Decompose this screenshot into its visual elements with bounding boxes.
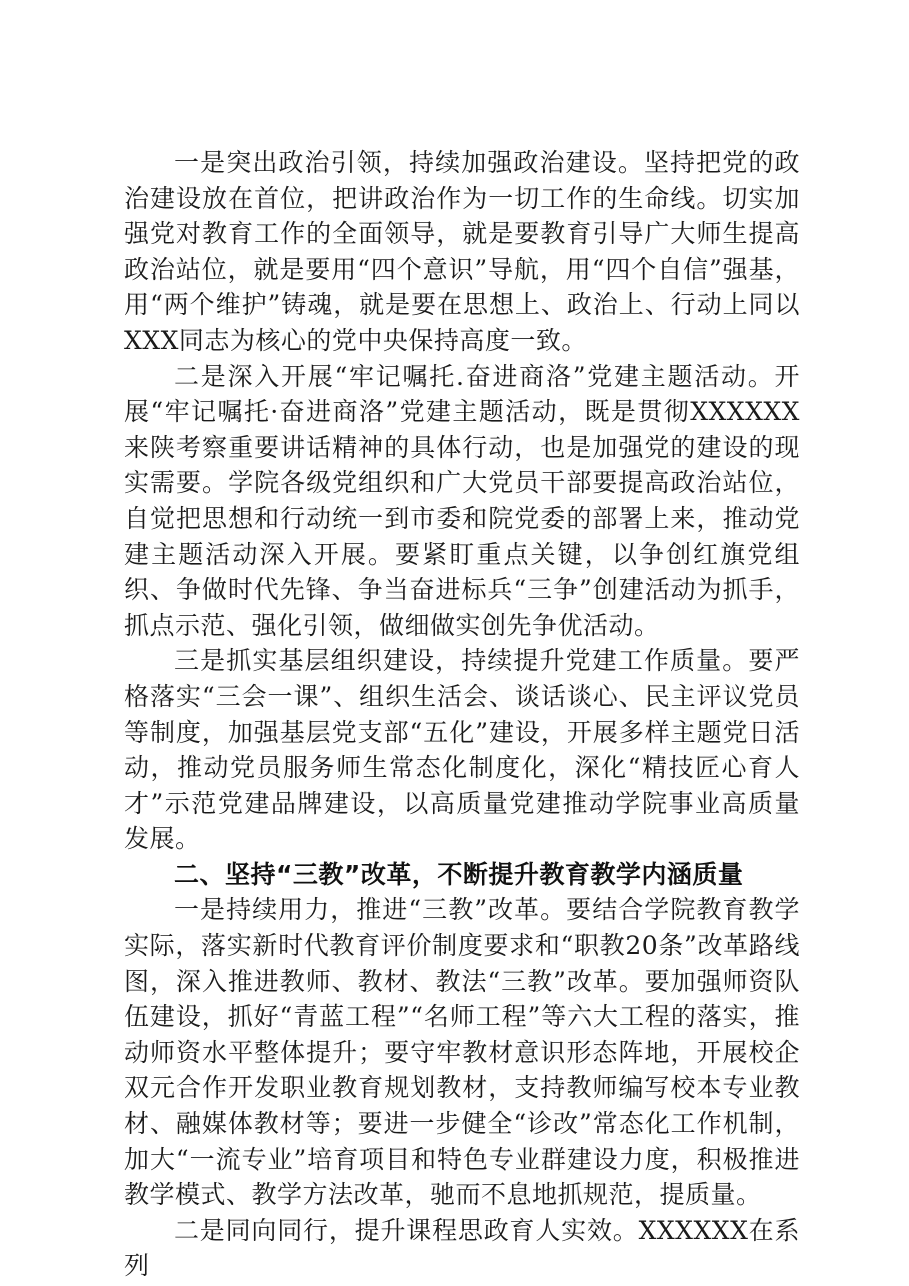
paragraph-curriculum-ideology: 二是同向同行，提升课程思政育人实效。XXXXXX在系列 <box>124 1215 800 1281</box>
document-body <box>124 145 800 1284</box>
paragraph-grassroots-organization: 三是抓实基层组织建设，持续提升党建工作质量。要严格落实“三会一课”、组织生活会、谈话谈心、民主评议党员等制度，加强基层党支部“五化”建设，开展多样主题党日活动，推动党员服务师生常态化制度化，深化“精技匠心育人才”示范党建品牌建设，以高质量党建推动学院事业高质量发展。 <box>124 646 800 854</box>
paragraph-political-leadership: 一是突出政治引领，持续加强政治建设。坚持把党的政治建设放在首位，把讲政治作为一切工作的生命线。切实加强党对教育工作的全面领导，就是要教育引导广大师生提高政治站位，就是要用“四个意识”导航，用“四个自信”强基，用“两个维护”铸魂，就是要在思想上、政治上、行动上同以XXX同志为核心的党中央保持高度一致。 <box>124 148 800 355</box>
paragraph-theme-activity: 二是深入开展“牢记嘱托.奋进商洛”党建主题活动。开展“牢记嘱托·奋进商洛”党建主题活动，既是贯彻XXXXXX来陕考察重要讲话精神的具体行动，也是加强党的建设的现实需要。学院各级党组织和广大党员干部要提高政治站位，自觉把思想和行动统一到市委和院党委的部署上来，推动党建主题活动深入开展。要紧盯重点关键，以争创红旗党组织、争做时代先锋、争当奋进标兵“三争”创建活动为抓手，抓点示范、强化引领，做细做实创先争优活动。 <box>124 361 800 640</box>
section-heading-three-teaching-reform: 二、坚持“三教”改革，不断提升教育教学内涵质量 <box>174 859 744 889</box>
paragraph-three-teaching-reform: 一是持续用力，推进“三教”改革。要结合学院教育教学实际，落实新时代教育评价制度要求和“职教20条”改革路线图，深入推进教师、教材、教法“三教”改革。要加强师资队伍建设，抓好“青蓝工程”“名师工程”等六大工程的落实，推动师资水平整体提升；要守牢教材意识形态阵地，开展校企双元合作开发职业教育规划教材，支持教师编写校本专业教材、融媒体教材等；要进一步健全“诊改”常态化工作机制，加大“一流专业”培育项目和特色专业群建设力度，积极推进教学模式、教学方法改革，驰而不息地抓规范，提质量。 <box>124 895 800 1210</box>
